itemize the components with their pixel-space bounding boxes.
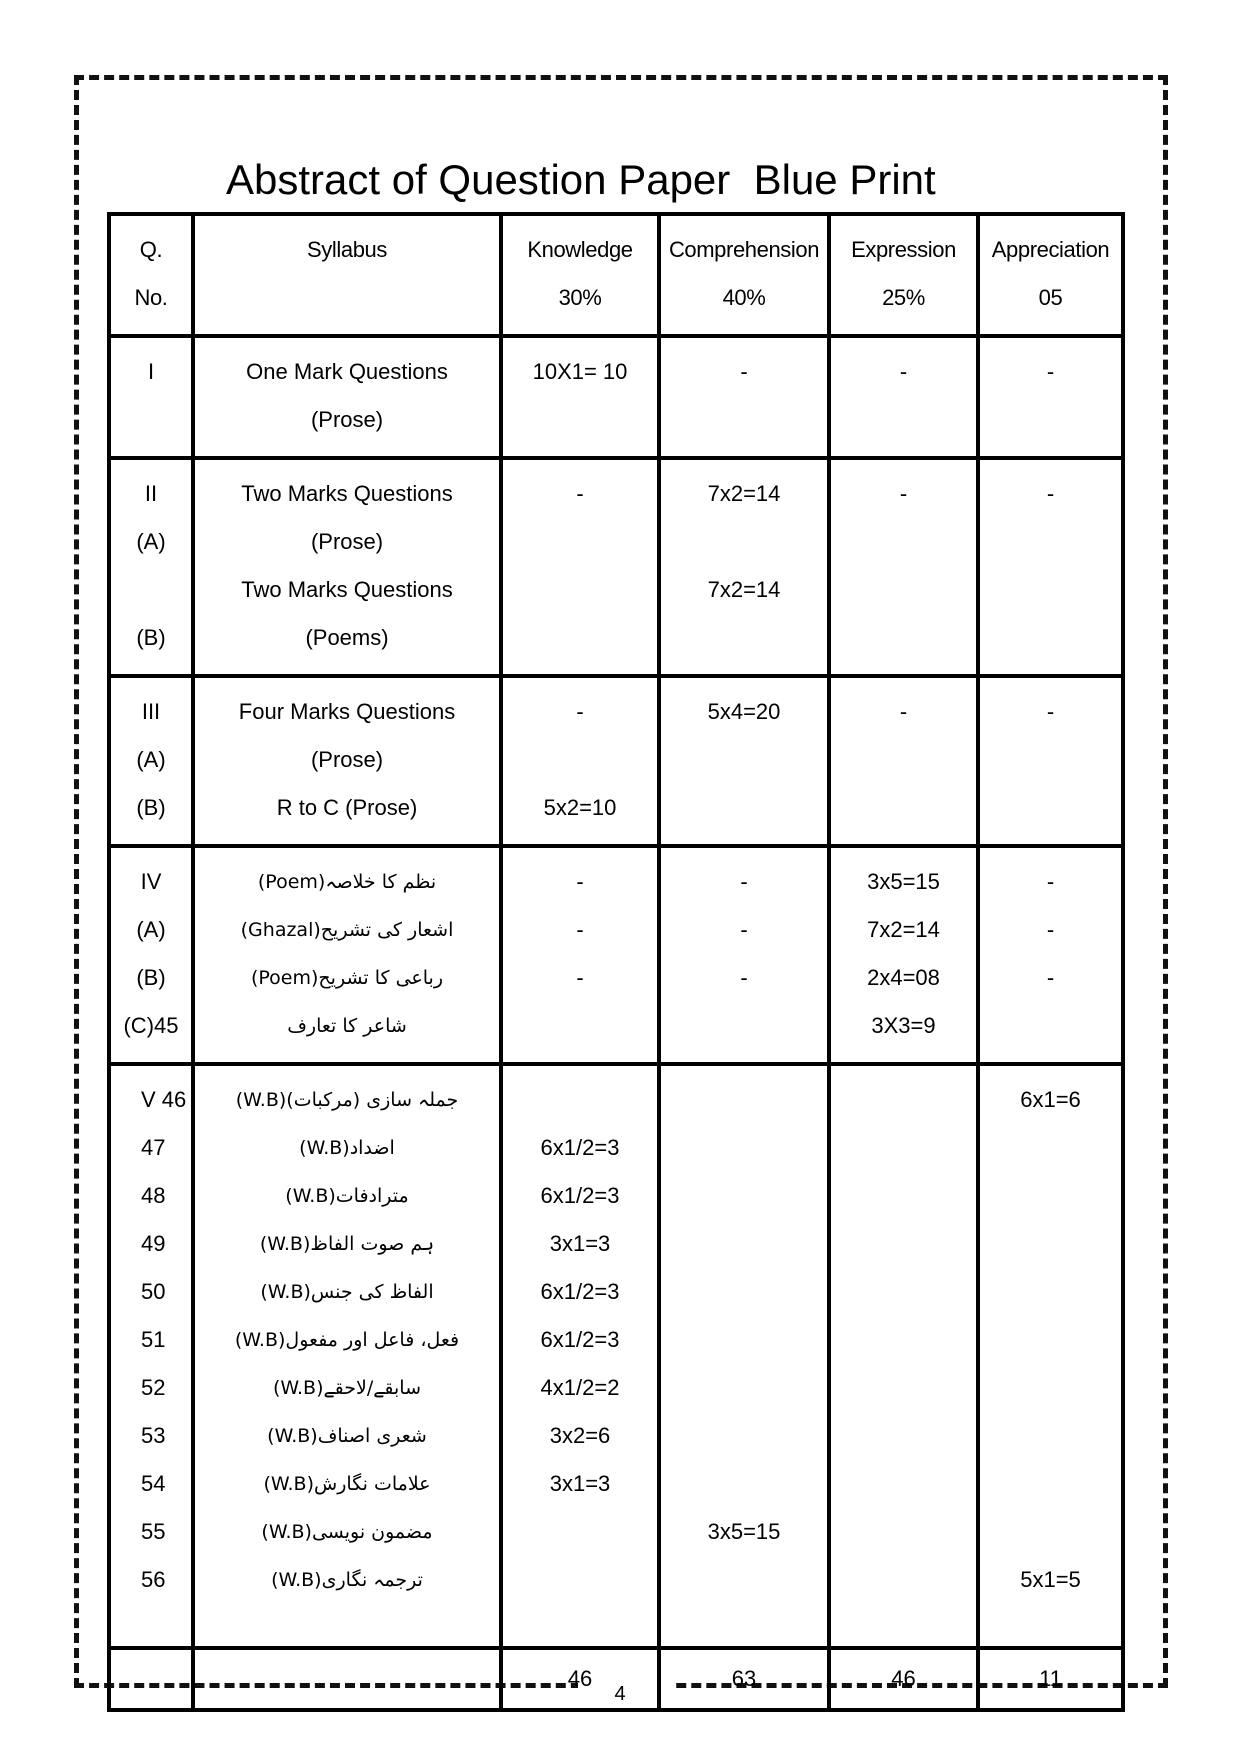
expression-line: 3x5=15	[867, 869, 940, 894]
expression-line	[831, 614, 976, 662]
syllabus-line: (W.B)ترجمہ نگاری	[271, 1569, 423, 1591]
knowledge-line	[503, 1076, 657, 1124]
comprehension-line	[661, 784, 827, 832]
qno-line: (C)45	[123, 1013, 179, 1038]
comprehension-line	[661, 1124, 827, 1172]
qno-line: 53	[141, 1423, 166, 1448]
syllabus-line: Two Marks Questions	[241, 481, 453, 506]
cell-knowledge	[501, 458, 659, 676]
comprehension-line	[661, 396, 827, 444]
comprehension-line	[661, 1556, 827, 1604]
cell-syllabus	[193, 1064, 501, 1648]
knowledge-line: 6x1/2=3	[540, 1327, 620, 1352]
cell-knowledge	[501, 336, 659, 458]
cell-qno	[109, 336, 193, 458]
syllabus-line: (W.B)فعل، فاعل اور مفعول	[234, 1329, 460, 1351]
qno-line: 55	[141, 1519, 166, 1544]
syllabus-line: (W.B)مترادفات	[285, 1185, 409, 1207]
expression-line: 7x2=14	[867, 917, 940, 942]
syllabus-line: (Poem)رباعی کا تشریح	[250, 967, 444, 989]
syllabus-line: (Prose)	[310, 529, 384, 554]
comprehension-line: -	[740, 965, 748, 990]
appreciation-line	[980, 784, 1121, 832]
knowledge-line	[503, 396, 657, 444]
total-syllabus	[193, 1648, 501, 1710]
knowledge-line: 3x1=3	[549, 1471, 611, 1496]
syllabus-line: (Prose)	[310, 407, 384, 432]
section-row	[109, 846, 1123, 1064]
appreciation-line: -	[1046, 869, 1055, 894]
syllabus-line: (W.B)سابقے/لاحقے	[273, 1377, 421, 1399]
appreciation-line: -	[1046, 481, 1055, 506]
qno-line: 47	[141, 1135, 166, 1160]
qno-line: V 46	[141, 1087, 187, 1112]
qno-line: 50	[141, 1279, 166, 1304]
expression-line	[831, 566, 976, 614]
syllabus-line: (W.B)مضمون نویسی	[261, 1521, 433, 1543]
syllabus-line: Four Marks Questions	[238, 699, 456, 724]
appreciation-line	[980, 1460, 1121, 1508]
expression-line	[831, 736, 976, 784]
syllabus-line: R to C (Prose)	[276, 795, 418, 820]
expression-line	[831, 1220, 976, 1268]
qno-line: (A)	[136, 747, 166, 772]
comprehension-line: 5x4=20	[707, 699, 781, 724]
appreciation-line	[980, 396, 1121, 444]
syllabus-line: (W.B)شعری اصناف	[267, 1425, 427, 1447]
cell-comprehension	[659, 846, 829, 1064]
section-row	[109, 458, 1123, 676]
comprehension-line: -	[740, 359, 748, 384]
appreciation-line	[980, 1412, 1121, 1460]
knowledge-line: -	[576, 869, 584, 894]
expression-line	[831, 1076, 976, 1124]
appreciation-line: -	[1046, 359, 1055, 384]
syllabus-line: (W.B)ہم صوت الفاظ	[259, 1233, 435, 1255]
expression-line	[831, 1172, 976, 1220]
knowledge-line: -	[576, 917, 584, 942]
qno-line: III	[141, 699, 161, 724]
expression-line	[831, 1316, 976, 1364]
comprehension-line	[661, 1268, 827, 1316]
expression-line	[831, 396, 976, 444]
total-appreciation: 11	[978, 1648, 1123, 1710]
appreciation-line: -	[1046, 699, 1055, 724]
qno-line: 48	[141, 1183, 166, 1208]
cell-appreciation	[978, 1064, 1123, 1648]
qno-line: I	[147, 359, 155, 384]
appreciation-line	[980, 518, 1121, 566]
expression-line	[831, 784, 976, 832]
qno-line	[111, 566, 191, 614]
expression-line: -	[899, 699, 908, 724]
comprehension-line	[661, 1002, 827, 1050]
header-qno: Q. No.	[109, 214, 193, 336]
header-comprehension: Comprehension 40%	[659, 214, 829, 336]
syllabus-line: (Poem)نظم کا خلاصہ	[257, 871, 437, 893]
syllabus-line: One Mark Questions	[246, 359, 448, 384]
syllabus-line: (Ghazal)اشعار کی تشریح	[240, 919, 454, 941]
appreciation-line	[980, 1124, 1121, 1172]
knowledge-line	[503, 566, 657, 614]
cell-syllabus	[193, 846, 501, 1064]
blueprint-table	[107, 212, 1125, 1712]
appreciation-line	[980, 1508, 1121, 1556]
comprehension-line: -	[740, 869, 748, 894]
total-expression: 46	[829, 1648, 978, 1710]
knowledge-line	[503, 614, 657, 662]
appreciation-line: 5x1=5	[1020, 1567, 1081, 1592]
cell-appreciation	[978, 676, 1123, 846]
section-row	[109, 1064, 1123, 1648]
knowledge-line: 6x1/2=3	[540, 1279, 620, 1304]
knowledge-line	[503, 1508, 657, 1556]
comprehension-line: 7x2=14	[707, 481, 781, 506]
comprehension-line	[661, 614, 827, 662]
knowledge-line: 10X1= 10	[532, 359, 628, 384]
expression-line	[831, 1508, 976, 1556]
cell-knowledge	[501, 846, 659, 1064]
qno-line: (B)	[136, 625, 166, 650]
comprehension-line	[661, 518, 827, 566]
qno-line: 52	[141, 1375, 166, 1400]
syllabus-line: (W.B)علامات نگارش	[263, 1473, 431, 1495]
comprehension-line	[661, 1172, 827, 1220]
expression-line: 3X3=9	[871, 1013, 936, 1038]
cell-syllabus	[193, 336, 501, 458]
qno-line: 54	[141, 1471, 166, 1496]
appreciation-line: -	[1046, 965, 1055, 990]
expression-line: -	[899, 359, 908, 384]
section-row	[109, 336, 1123, 458]
appreciation-line	[980, 736, 1121, 784]
cell-expression	[829, 458, 978, 676]
comprehension-line: -	[740, 917, 748, 942]
cell-appreciation	[978, 458, 1123, 676]
cell-qno	[109, 676, 193, 846]
qno-line: 56	[141, 1567, 166, 1592]
page-number: 4	[614, 1683, 626, 1705]
cell-expression	[829, 336, 978, 458]
cell-comprehension	[659, 676, 829, 846]
comprehension-line	[661, 736, 827, 784]
expression-line	[831, 518, 976, 566]
appreciation-line	[980, 1002, 1121, 1050]
knowledge-line	[503, 518, 657, 566]
appreciation-line	[980, 614, 1121, 662]
header-expression: Expression 25%	[829, 214, 978, 336]
qno-line: (A)	[136, 529, 166, 554]
appreciation-line	[980, 1172, 1121, 1220]
expression-line	[831, 1460, 976, 1508]
knowledge-line: 6x1/2=3	[540, 1135, 620, 1160]
knowledge-line	[503, 736, 657, 784]
cell-knowledge	[501, 676, 659, 846]
knowledge-line: 6x1/2=3	[540, 1183, 620, 1208]
cell-qno	[109, 458, 193, 676]
comprehension-line	[661, 1316, 827, 1364]
expression-line	[831, 1556, 976, 1604]
comprehension-line	[661, 1220, 827, 1268]
comprehension-line	[661, 1412, 827, 1460]
cell-expression	[829, 1064, 978, 1648]
qno-line: (A)	[136, 917, 166, 942]
comprehension-line: 7x2=14	[707, 577, 781, 602]
knowledge-line: 3x1=3	[549, 1231, 611, 1256]
knowledge-line	[503, 1002, 657, 1050]
expression-line: -	[899, 481, 908, 506]
qno-line: (B)	[136, 795, 166, 820]
comprehension-line	[661, 1460, 827, 1508]
syllabus-line: شاعر کا تعارف	[287, 1015, 407, 1037]
syllabus-line: (W.B)اضداد	[299, 1137, 395, 1159]
section-row	[109, 676, 1123, 846]
qno-line: II	[144, 481, 158, 506]
knowledge-line: -	[576, 965, 584, 990]
expression-line	[831, 1412, 976, 1460]
cell-syllabus	[193, 676, 501, 846]
expression-line: 2x4=08	[867, 965, 940, 990]
header-knowledge: Knowledge 30%	[501, 214, 659, 336]
appreciation-line	[980, 1316, 1121, 1364]
cell-knowledge	[501, 1064, 659, 1648]
qno-line: 49	[141, 1231, 166, 1256]
expression-line	[831, 1124, 976, 1172]
appreciation-line	[980, 1364, 1121, 1412]
total-knowledge: 46	[501, 1648, 659, 1710]
expression-line	[831, 1268, 976, 1316]
comprehension-line: 3x5=15	[707, 1519, 781, 1544]
cell-comprehension	[659, 458, 829, 676]
knowledge-line: -	[576, 481, 584, 506]
syllabus-line: (W.B)جملہ سازی (مرکبات)	[235, 1089, 459, 1111]
qno-line: IV	[140, 869, 162, 894]
cell-syllabus	[193, 458, 501, 676]
knowledge-line: 4x1/2=2	[540, 1375, 620, 1400]
cell-comprehension	[659, 336, 829, 458]
syllabus-line: (W.B)الفاظ کی جنس	[260, 1281, 434, 1303]
qno-line	[111, 396, 191, 444]
knowledge-line	[503, 1556, 657, 1604]
total-comprehension: 63	[659, 1648, 829, 1710]
header-row	[109, 214, 1123, 336]
cell-qno	[109, 846, 193, 1064]
header-appreciation: Appreciation 05	[978, 214, 1123, 336]
expression-line	[831, 1364, 976, 1412]
syllabus-line: (Prose)	[310, 747, 384, 772]
total-qno	[109, 1648, 193, 1710]
cell-appreciation	[978, 336, 1123, 458]
cell-qno	[109, 1064, 193, 1648]
comprehension-line	[661, 1364, 827, 1412]
appreciation-line: -	[1046, 917, 1055, 942]
cell-expression	[829, 676, 978, 846]
knowledge-line: 3x2=6	[549, 1423, 611, 1448]
qno-line: 51	[141, 1327, 166, 1352]
qno-line: (B)	[136, 965, 166, 990]
knowledge-line: -	[576, 699, 584, 724]
cell-comprehension	[659, 1064, 829, 1648]
cell-expression	[829, 846, 978, 1064]
appreciation-line	[980, 566, 1121, 614]
appreciation-line	[980, 1220, 1121, 1268]
cell-appreciation	[978, 846, 1123, 1064]
appreciation-line: 6x1=6	[1020, 1087, 1081, 1112]
syllabus-line: (Poems)	[305, 625, 389, 650]
knowledge-line: 5x2=10	[543, 795, 617, 820]
syllabus-line: Two Marks Questions	[241, 577, 453, 602]
page-title: Abstract of Question Paper Blue Print	[226, 156, 936, 203]
header-syllabus: Syllabus	[193, 214, 501, 336]
comprehension-line	[661, 1076, 827, 1124]
appreciation-line	[980, 1268, 1121, 1316]
